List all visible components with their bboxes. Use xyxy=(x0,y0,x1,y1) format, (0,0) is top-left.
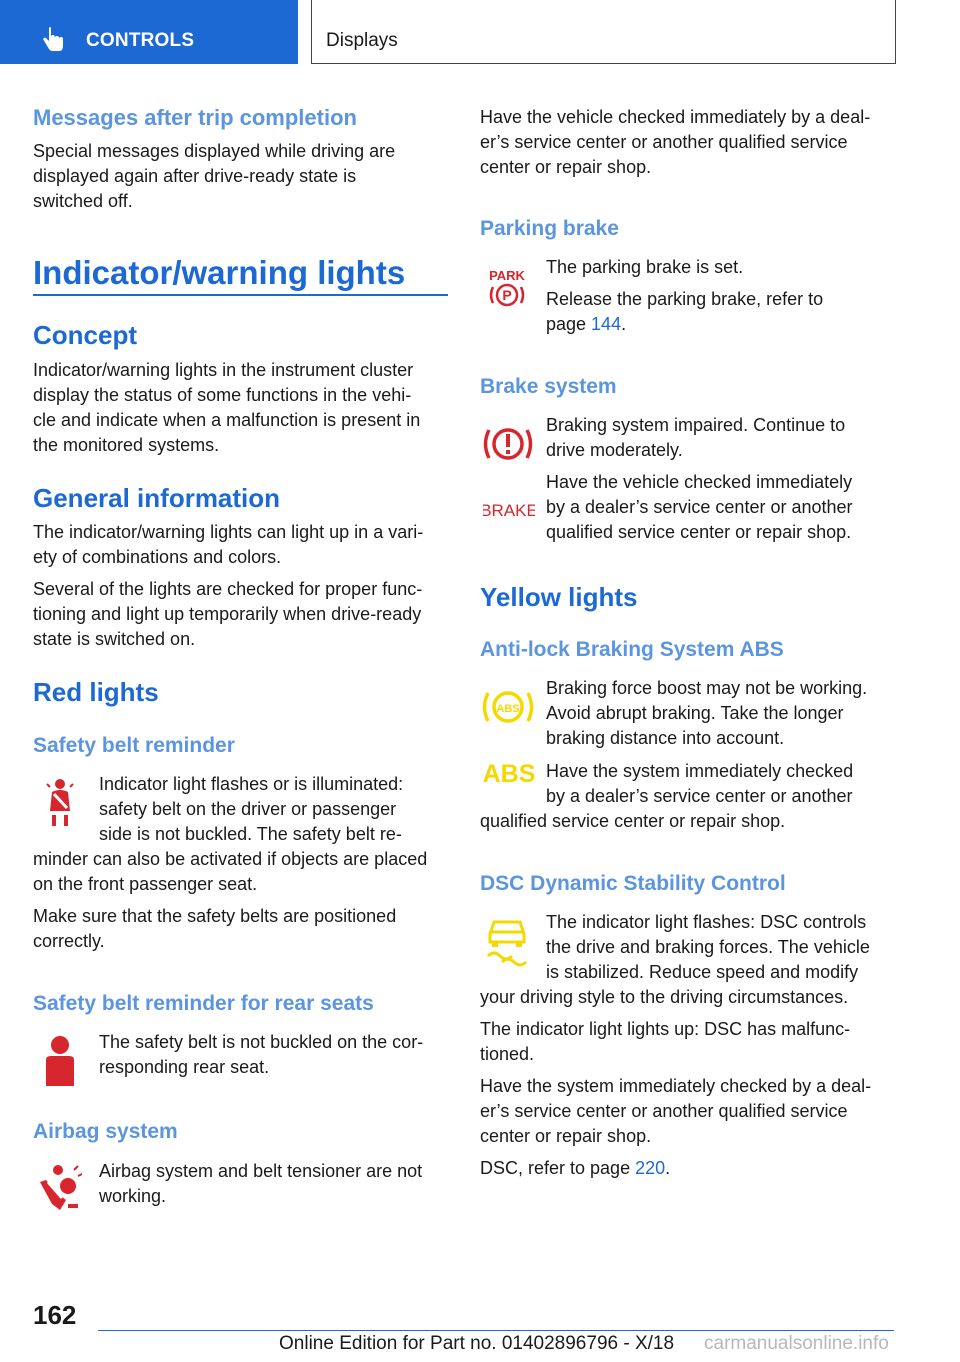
airbag-warning-icon xyxy=(38,1164,82,1221)
red-lights-heading: Red lights xyxy=(33,677,159,707)
brake-system-text-1: Braking system impaired. Continue to drive moderately. xyxy=(546,415,846,460)
abs-text-1: Braking force boost may not be working. Avoid abrupt braking. Take the longer braking distance into account. xyxy=(546,678,868,748)
parking-brake-text-2: Release the parking brake, refer to page 144. xyxy=(546,289,824,334)
svg-text:ABS: ABS xyxy=(482,760,536,786)
airbag-heading: Airbag system xyxy=(33,1120,178,1143)
messages-heading: Messages after trip completion xyxy=(33,105,357,130)
svg-text:ABS: ABS xyxy=(496,703,520,715)
belt-reminder-heading: Safety belt reminder xyxy=(33,734,235,757)
general-info-text-2: Several of the lights are checked for proper func‐ tioning and light up temporarily when drive-ready state is switched on. xyxy=(33,579,423,649)
dsc-reference: DSC, refer to page 220. xyxy=(480,1158,671,1178)
chapter-label: Displays xyxy=(326,30,398,51)
watermark: carmanualsonline.info xyxy=(704,1333,889,1354)
page-220-link[interactable]: 220 xyxy=(635,1158,666,1178)
hand-pointer-icon xyxy=(40,27,66,58)
parking-brake-text-1: The parking brake is set. xyxy=(546,257,744,277)
belt-reminder-text: Indicator light flashes or is illuminated: safety belt on the driver or passenger side is not buckled. The safety belt re‐ xyxy=(99,774,404,844)
general-info-heading: General information xyxy=(33,483,281,513)
footer-rule xyxy=(98,1330,894,1331)
belt-reminder-text-cont: minder can also be activated if objects are placed on the front passenger seat. xyxy=(33,849,428,894)
svg-text:PARK: PARK xyxy=(489,268,525,283)
section-label: CONTROLS xyxy=(86,30,195,51)
concept-heading: Concept xyxy=(33,320,137,350)
dsc-text-3: Have the system immediately checked by a deal‐ er’s service center or another qualified service center or repair shop. xyxy=(480,1076,872,1146)
seatbelt-warning-icon xyxy=(45,778,75,833)
brake-warning-icon xyxy=(482,424,534,469)
chapter-tab[interactable] xyxy=(311,0,896,64)
parking-brake-icon xyxy=(488,266,526,313)
svg-text:P: P xyxy=(502,287,512,303)
general-info-text-1: The indicator/warning lights can light up in a vari‐ ety of combinations and colors. xyxy=(33,522,424,567)
parking-brake-heading: Parking brake xyxy=(480,217,619,240)
yellow-lights-heading: Yellow lights xyxy=(480,582,638,612)
page-144-link[interactable]: 144 xyxy=(591,314,622,334)
abs-text-2: Have the system immediately checked by a dealer’s service center or another xyxy=(546,761,854,806)
intro-text: Have the vehicle checked immediately by a deal‐ er’s service center or another qualified service center or repair shop. xyxy=(480,107,871,177)
dsc-text-1: The indicator light flashes: DSC controls the drive and braking forces. The vehicle is stabilized. Reduce speed and modify xyxy=(546,912,870,982)
airbag-text: Airbag system and belt tensioner are not working. xyxy=(99,1161,423,1206)
dsc-text-1-cont: your driving style to the driving circumstances. xyxy=(480,987,849,1007)
page-title: Indicator/warning lights xyxy=(33,254,406,291)
rear-seat-occupant-icon xyxy=(43,1036,77,1093)
messages-text: Special messages displayed while driving are displayed again after drive-ready state is switched off. xyxy=(33,141,396,211)
abs-heading: Anti-lock Braking System ABS xyxy=(480,638,784,661)
abs-text-icon xyxy=(482,758,536,791)
belt-reminder-text-2: Make sure that the safety belts are positioned correctly. xyxy=(33,906,397,951)
page-number: 162 xyxy=(33,1300,77,1330)
title-rule xyxy=(33,294,448,296)
svg-text:BRAKE: BRAKE xyxy=(483,501,535,519)
abs-text-2-cont: qualified service center or repair shop. xyxy=(480,811,786,831)
abs-warning-icon xyxy=(480,686,536,733)
dsc-stability-icon xyxy=(484,918,530,973)
dsc-text-2: The indicator light lights up: DSC has malfunc‐ tioned. xyxy=(480,1019,851,1064)
edition-text: Online Edition for Part no. 01402896796 - X/18 xyxy=(279,1333,675,1354)
section-tab[interactable] xyxy=(0,0,298,64)
brake-system-text-2: Have the vehicle checked immediately by a dealer’s service center or another qualified service center or repair shop. xyxy=(546,472,853,542)
dsc-heading: DSC Dynamic Stability Control xyxy=(480,872,786,895)
concept-text: Indicator/warning lights in the instrument cluster display the status of some functions in the vehi‐ cle and indicate when a malfunction is present in the monitored systems. xyxy=(33,360,421,455)
rear-belt-heading: Safety belt reminder for rear seats xyxy=(33,992,374,1015)
brake-system-heading: Brake system xyxy=(480,375,617,398)
brake-text-icon xyxy=(483,499,535,524)
rear-belt-text: The safety belt is not buckled on the cor‐ responding rear seat. xyxy=(99,1032,424,1077)
